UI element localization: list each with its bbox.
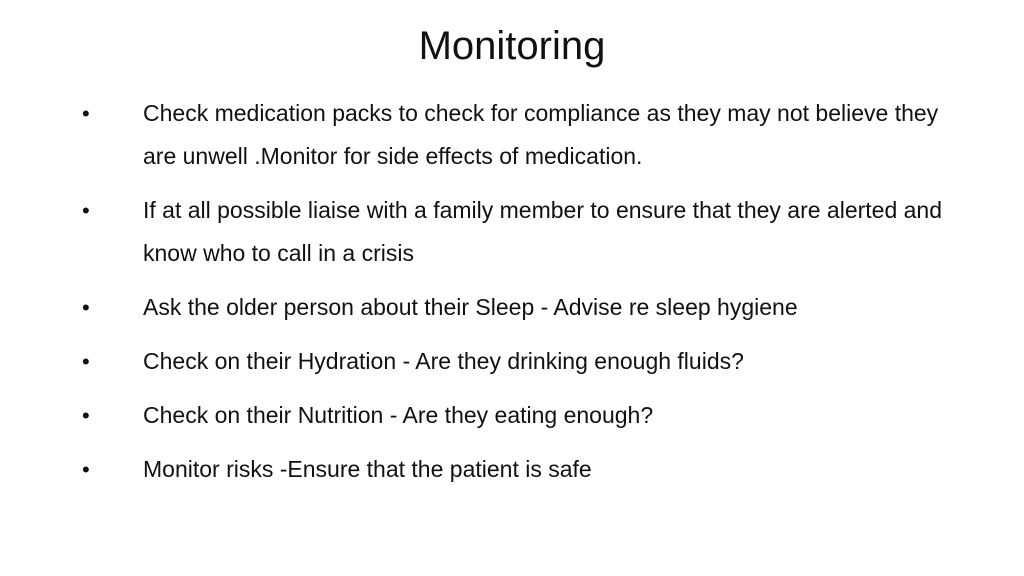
list-item [0,394,1024,437]
bullet-icon: • [82,457,90,482]
bullet-icon: • [82,349,90,374]
slide-title: Monitoring [418,24,606,68]
bullet-text: Ask the older person about their Sleep - Advise re sleep hygiene [143,294,798,320]
bullet-icon: • [82,198,90,223]
list-item [0,286,1024,329]
list-item [0,448,1024,491]
bullet-icon: • [82,403,90,428]
bullet-text: Monitor risks -Ensure that the patient is safe [143,456,592,482]
bullet-text: Check medication packs to check for compliance as they may not believe they are unwell .Monitor for side effects of medication. [143,100,939,169]
bullet-text: If at all possible liaise with a family member to ensure that they are alerted and know who to call in a crisis [143,197,943,266]
bullet-icon: • [82,101,90,126]
bullet-text: Check on their Hydration - Are they drinking enough fluids? [143,348,744,374]
bullet-list [0,92,1024,502]
bullet-text: Check on their Nutrition - Are they eating enough? [143,402,654,428]
bullet-icon: • [82,295,90,320]
list-item [0,189,1024,275]
list-item [0,92,1024,178]
list-item [0,340,1024,383]
